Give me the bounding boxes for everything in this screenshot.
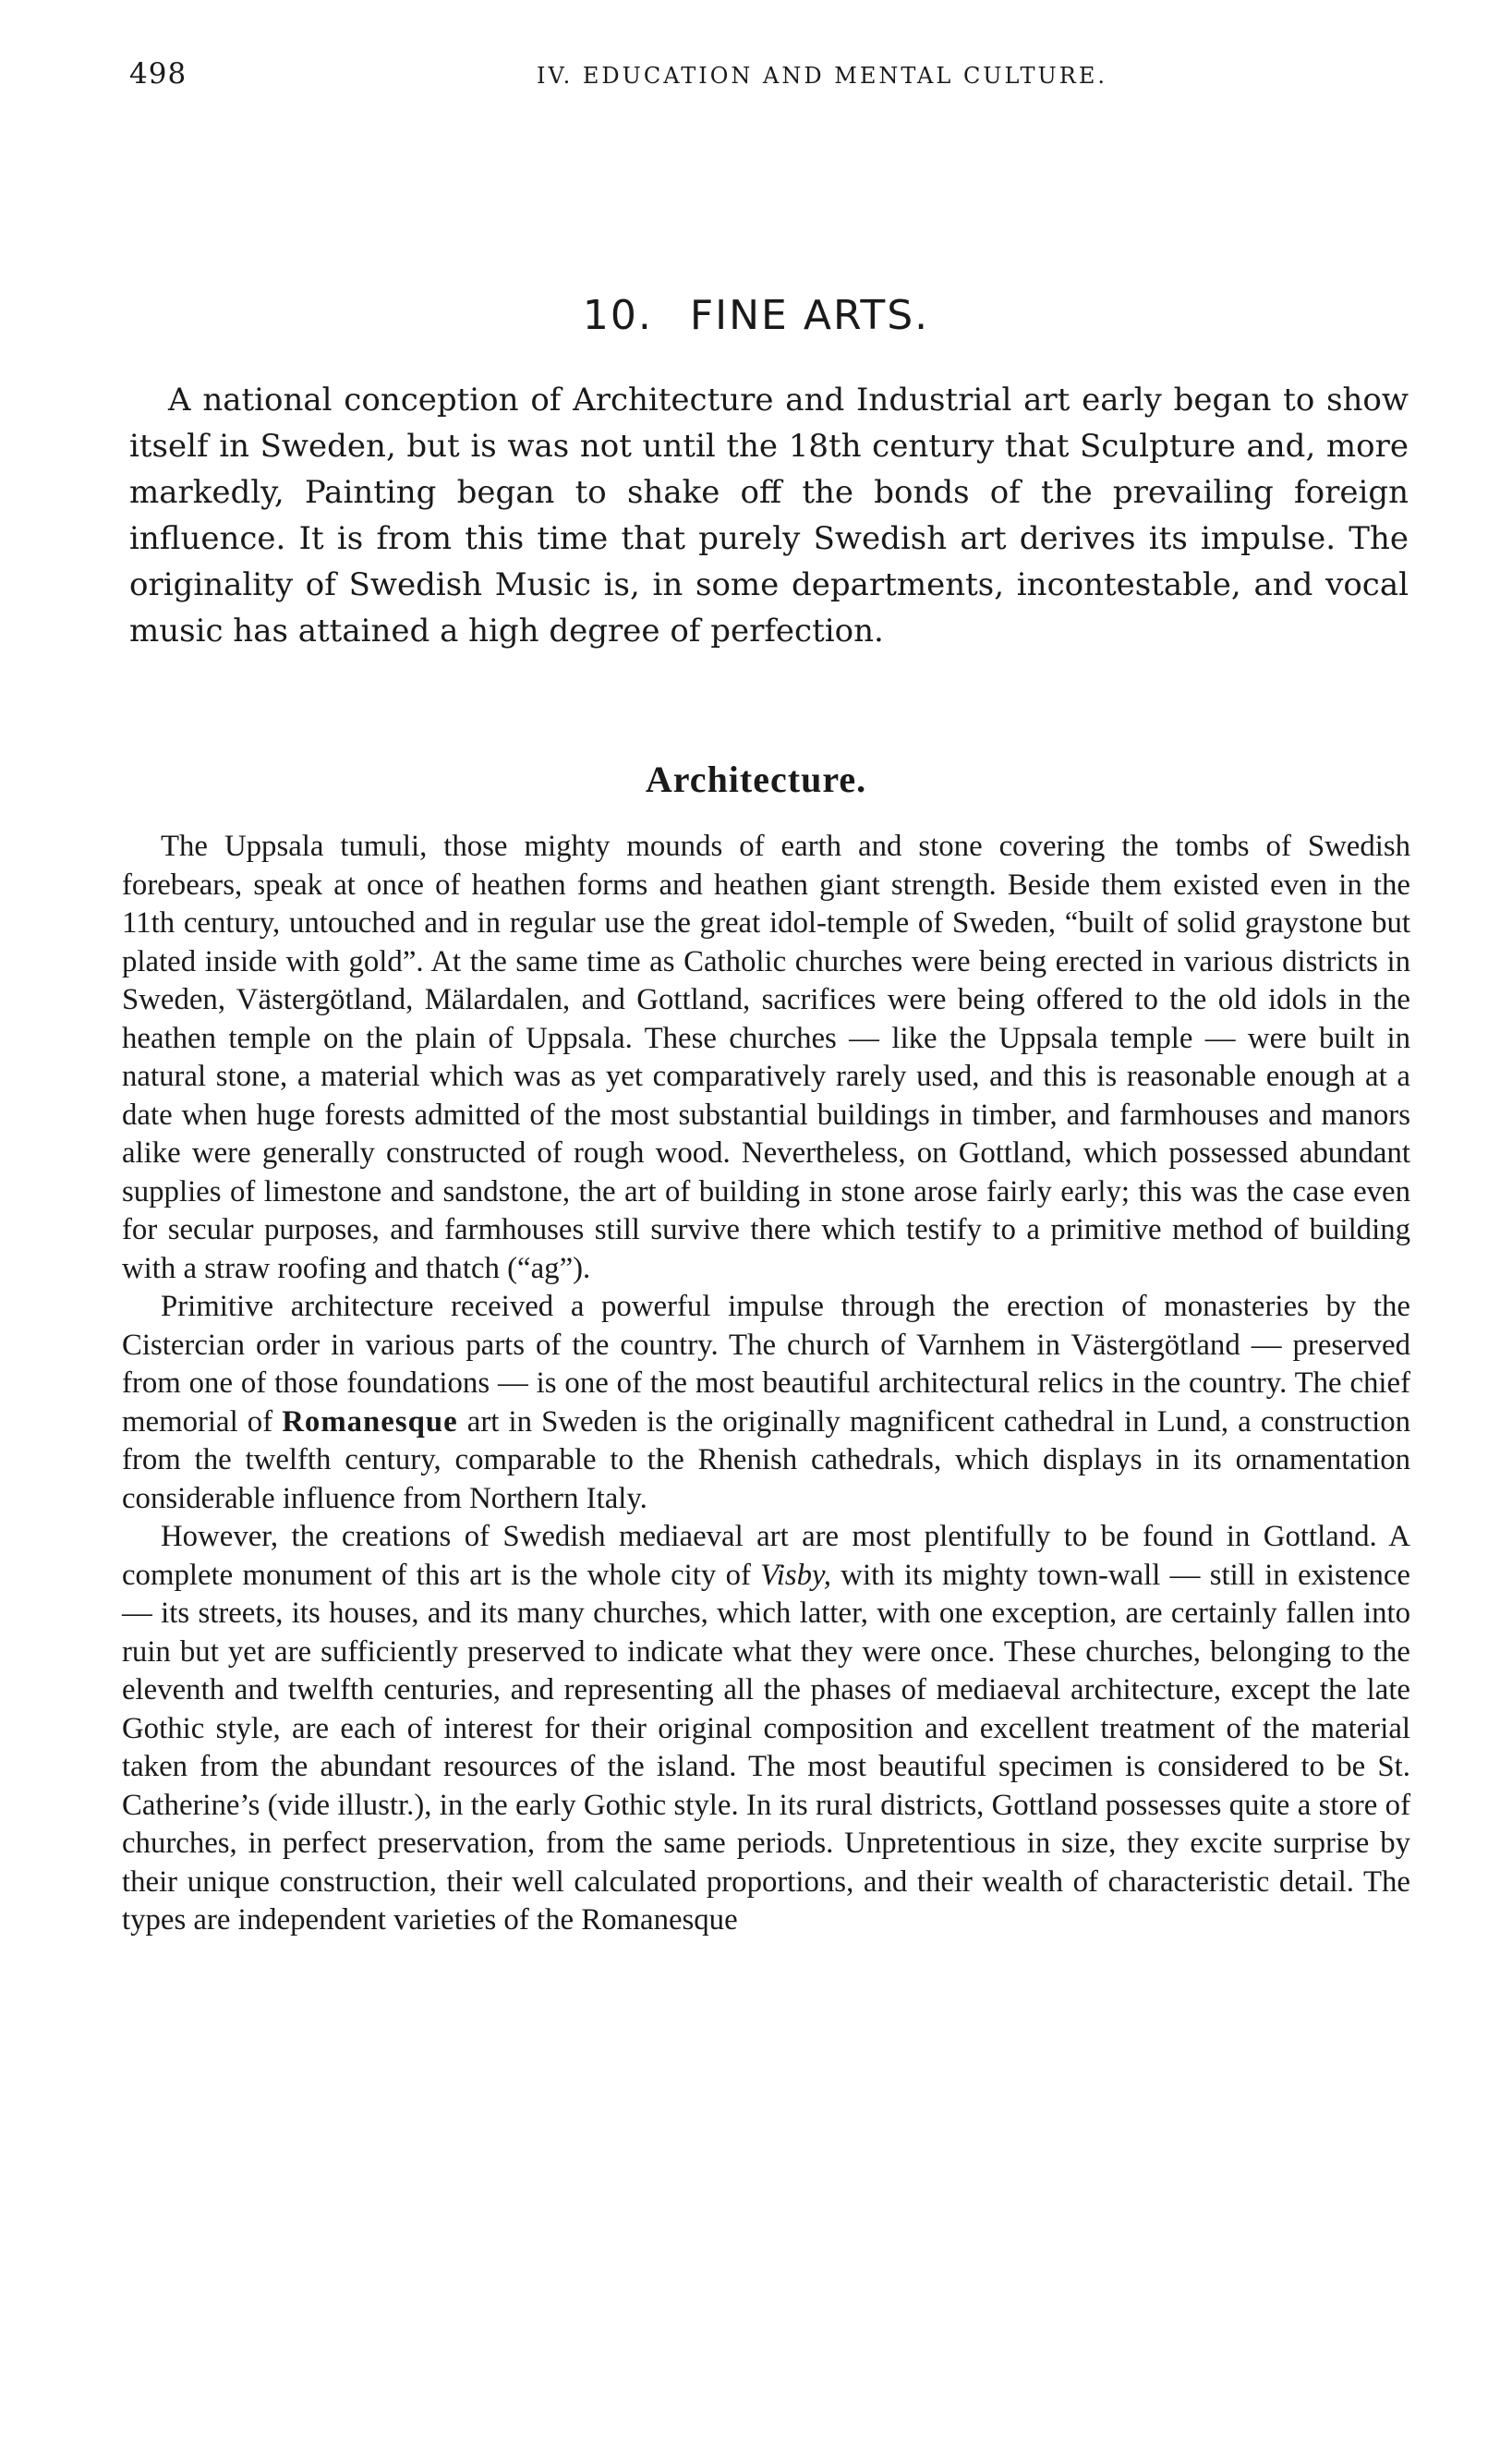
paragraph-text: art in Sweden is the originally magnificent cathedral in Lund, a construction from the twelfth century, comparable to the Rhenish cathedrals, which displays in its ornamentation considerable influence from Northern Italy. <box>122 1404 1410 1515</box>
running-title: IV. EDUCATION AND MENTAL CULTURE. <box>537 63 1107 89</box>
paragraph-text: with its mighty town-wall — still in existence — its streets, its houses, and its many churches, which latter, with one exception, are certainly fallen into ruin but yet are sufficiently preserved to indicate what they were once. These churches, belonging to the eleventh and twelfth centuries, and representing all the phases of mediaeval architecture, except the late Gothic style, are each of interest for their original composition and excellent treatment of the material taken from the abundant resources of the island. The most beautiful specimen is considered to be St. Catherine’s (vide illustr.), in the early Gothic style. In its rural districts, Gottland possesses quite a store of churches, in perfect preservation, from the same periods. Unpretentious in size, they excite surprise by their unique construction, their well calculated proportions, and their wealth of characteristic detail. The types are independent varieties of the Romanesque <box>122 1558 1410 1937</box>
section-number: 10. <box>582 292 653 339</box>
paragraph-uppsala: The Uppsala tumuli, those mighty mounds of earth and stone covering the tombs of Swedish forebears, speak at once of heathen forms and heathen giant strength. Beside them existed even in the 11th century, untouched and in regular use the great idol-temple of Sweden, “built of solid graystone but plated inside with gold”. At the same time as Catholic churches were being erected in various districts in Sweden, Västergötland, Mälardalen, and Gottland, sacrifices were being offered to the old idols in the heathen temple on the plain of Uppsala. These churches — like the Uppsala temple — were built in natural stone, a material which was as yet comparatively rarely used, and this is reasonable enough at a date when huge forests admitted of the most substantial buildings in timber, and farmhouses and manors alike were generally constructed of rough wood. Nevertheless, on Gottland, which possessed abundant supplies of limestone and sandstone, the art of building in stone arose fairly early; this was the case even for secular purposes, and farmhouses still survive there which testify to a primitive method of building with a straw roofing and thatch (“ag”). <box>122 830 1410 1285</box>
section-heading <box>0 292 1512 339</box>
architecture-body <box>122 828 1410 1940</box>
section-title: FINE ARTS. <box>689 292 930 339</box>
paragraph-gottland <box>122 1518 1410 1940</box>
running-header <box>129 57 1404 94</box>
intro-paragraph: A national conception of Architecture and Industrial art early began to show itself in Sweden, but is was not until the 18th century that Sculpture and, more markedly, Painting began to shake off the bonds of the prevailing foreign influence. It is from this time that purely Swedish art derives its impulse. The originality of Swedish Music is, in some departments, incontestable, and vocal music has attained a high degree of perfection. <box>129 382 1409 650</box>
page-number: 498 <box>129 57 187 91</box>
emphasis-visby: Visby, <box>760 1558 832 1592</box>
architecture-heading: Architecture. <box>645 759 867 800</box>
paragraph-text: However, the creations of Swedish mediaeval art are most plentifully to be found in Gottland. A complete monument of this art is the whole city of <box>122 1520 1410 1592</box>
paragraph-text: Primitive architecture received a powerful impulse through the erection of monasteries by the Cistercian order in various parts of the country. The church of Varnhem in Västergötland — preserved from one of those foundations — is one of the most beautiful architectural relics in the country. The chief memorial of <box>122 1290 1410 1439</box>
emphasis-romanesque: Romanesque <box>282 1404 458 1439</box>
paragraph-monasteries <box>122 1288 1410 1518</box>
